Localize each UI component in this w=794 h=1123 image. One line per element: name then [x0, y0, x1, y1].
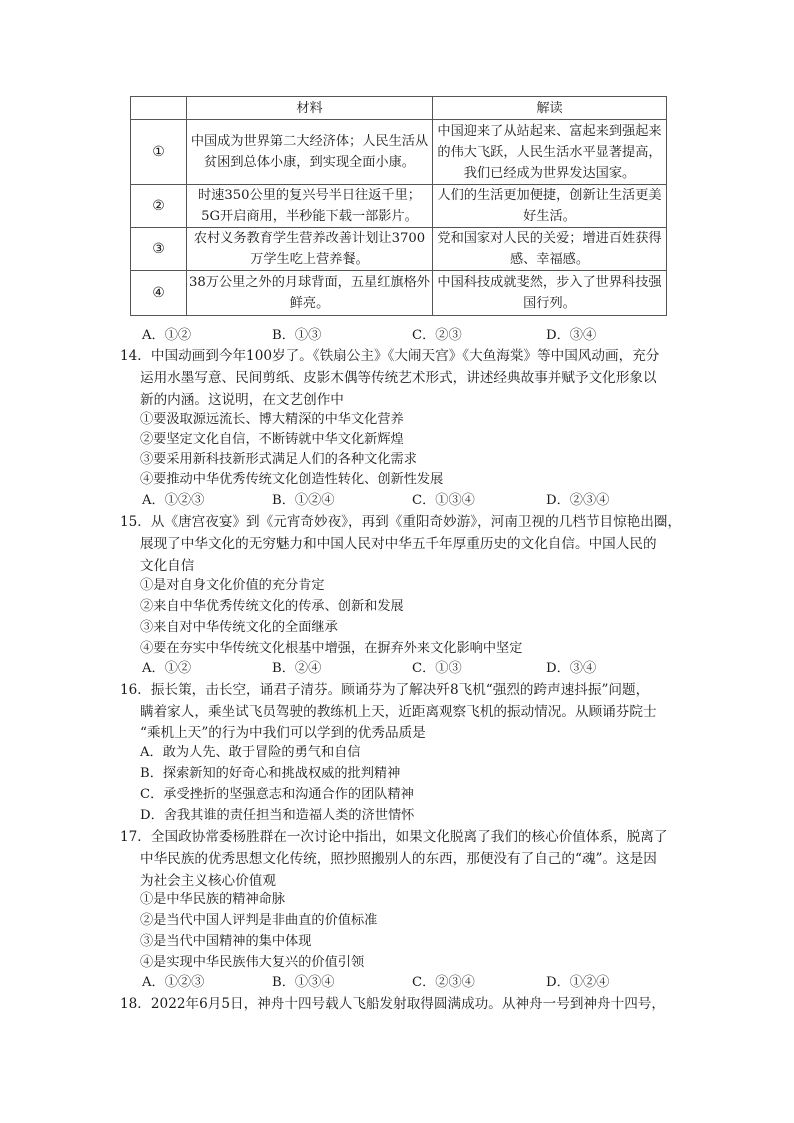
- q15-stem-line: 文化自信: [140, 558, 195, 574]
- table-row: [131, 228, 667, 271]
- table-header-material: 材料: [187, 97, 433, 120]
- table-row: [131, 185, 667, 228]
- q17-item: ③是当代中国精神的集中体现: [140, 934, 312, 949]
- option-d[interactable]: D．②③④: [546, 493, 610, 508]
- table-row: [131, 120, 667, 185]
- q14-item: ①要汲取源远流长、博大精深的中华文化营养: [140, 412, 404, 427]
- option-d[interactable]: D．③④: [546, 661, 597, 676]
- q16-stem-line: “乘机上天”的行为中我们可以学到的优秀品质是: [140, 725, 426, 741]
- q14-stem-line: 运用水墨写意、民间剪纸、皮影木偶等传统艺术形式，讲述经典故事并赋予文化形象以: [140, 370, 657, 386]
- q17-stem-line: 17．全国政协常委杨胜群在一次讨论中指出，如果文化脱离了我们的核心价值体系，脱离了: [120, 829, 668, 845]
- option-b[interactable]: B．①③: [272, 328, 322, 343]
- option-c[interactable]: C．②③: [412, 328, 462, 343]
- option-a[interactable]: A．①②: [142, 328, 192, 343]
- row-number: ④: [131, 271, 187, 316]
- q18-stem-line: 18．2022年6月5日，神舟十四号载人飞船发射取得圆满成功。从神舟一号到神舟十四号，: [120, 996, 665, 1012]
- row-number: ①: [131, 120, 187, 185]
- q14-stem-line: 新的内涵。这说明，在文艺创作中: [140, 392, 344, 408]
- option-c[interactable]: C．①③④: [412, 493, 475, 508]
- row-number: ③: [131, 228, 187, 271]
- row-interpretation: 中国科技成就斐然，步入了世界科技强国行列。: [433, 271, 667, 316]
- row-material: 中国成为世界第二大经济体；人民生活从贫困到总体小康，到实现全面小康。: [187, 120, 433, 185]
- q14-item: ②要坚定文化自信，不断铸就中华文化新辉煌: [140, 432, 404, 447]
- q16-option[interactable]: C．承受挫折的坚强意志和沟通合作的团队精神: [140, 787, 414, 802]
- row-interpretation: 人们的生活更加便捷，创新让生活更美好生活。: [433, 185, 667, 228]
- table-header-interpretation: 解读: [433, 97, 667, 120]
- material-table: [130, 96, 667, 316]
- q15-options: [142, 659, 662, 679]
- table-header-empty: [131, 97, 187, 120]
- option-a[interactable]: A．①②③: [142, 493, 205, 508]
- q17-stem-line: 为社会主义核心价值观: [140, 873, 276, 889]
- row-interpretation: 党和国家对人民的关爱；增进百姓获得感、幸福感。: [433, 228, 667, 271]
- q15-item: ①是对自身文化价值的充分肯定: [140, 578, 325, 593]
- q16-option[interactable]: B．探索新知的好奇心和挑战权威的批判精神: [140, 766, 401, 781]
- q16-stem-line: 瞒着家人，乘坐试飞员驾驶的教练机上天，近距离观察飞机的振动情况。从顾诵芬院士: [140, 704, 657, 720]
- q14-options: [142, 491, 662, 511]
- q16-stem-line: 16．振长策，击长空，诵君子清芬。顾诵芬为了解决歼8飞机“强烈的跨声速抖振”问题，: [120, 682, 650, 698]
- q17-item: ④是实现中华民族伟大复兴的价值引领: [140, 955, 365, 970]
- option-b[interactable]: B．①③④: [272, 975, 335, 990]
- option-b[interactable]: B．②④: [272, 661, 322, 676]
- row-material: 38万公里之外的月球背面，五星红旗格外鲜亮。: [187, 271, 433, 316]
- q16-option[interactable]: D．舍我其谁的责任担当和造福人类的济世情怀: [140, 808, 415, 823]
- q13-options: [142, 326, 662, 346]
- q14-item: ③要采用新科技新形式满足人们的各种文化需求: [140, 452, 417, 467]
- q15-item: ②来自中华优秀传统文化的传承、创新和发展: [140, 599, 404, 614]
- q17-stem-line: 中华民族的优秀思想文化传统，照抄照搬别人的东西，那便没有了自己的“魂”。这是因: [140, 851, 657, 867]
- table-header-row: [131, 97, 667, 120]
- q16-option[interactable]: A．敢为人先、敢于冒险的勇气和自信: [140, 745, 361, 760]
- option-b[interactable]: B．①②④: [272, 493, 335, 508]
- q14-item: ④要推动中华优秀传统文化创造性转化、创新性发展: [140, 472, 444, 487]
- q14-stem-line: 14．中国动画到今年100岁了。《铁扇公主》《大闹天宫》《大鱼海棠》等中国风动画，充分: [120, 348, 660, 364]
- option-a[interactable]: A．①②③: [142, 975, 205, 990]
- row-number: ②: [131, 185, 187, 228]
- option-d[interactable]: D．③④: [546, 328, 597, 343]
- option-c[interactable]: C．②③④: [412, 975, 475, 990]
- q17-item: ②是当代中国人评判是非曲直的价值标准: [140, 913, 378, 928]
- q17-options: [142, 973, 662, 993]
- option-c[interactable]: C．①③: [412, 661, 462, 676]
- q17-item: ①是中华民族的精神命脉: [140, 892, 286, 907]
- q15-stem-line: 15．从《唐宫夜宴》到《元宵奇妙夜》，再到《重阳奇妙游》，河南卫视的几档节目惊艳出圈，: [120, 514, 682, 530]
- q15-item: ③来自对中华传统文化的全面继承: [140, 620, 338, 635]
- row-interpretation: 中国迎来了从站起来、富起来到强起来的伟大飞跃，人民生活水平显著提高，我们已经成为世界发达国家。: [433, 120, 667, 185]
- q15-item: ④要在夯实中华传统文化根基中增强，在摒弃外来文化影响中坚定: [140, 641, 523, 656]
- row-material: 农村义务教育学生营养改善计划让3700万学生吃上营养餐。: [187, 228, 433, 271]
- table-row: [131, 271, 667, 316]
- option-a[interactable]: A．①②: [142, 661, 192, 676]
- row-material: 时速350公里的复兴号半日往返千里；5G开启商用，半秒能下载一部影片。: [187, 185, 433, 228]
- option-d[interactable]: D．①②④: [546, 975, 610, 990]
- q15-stem-line: 展现了中华文化的无穷魅力和中国人民对中华五千年厚重历史的文化自信。中国人民的: [140, 536, 657, 552]
